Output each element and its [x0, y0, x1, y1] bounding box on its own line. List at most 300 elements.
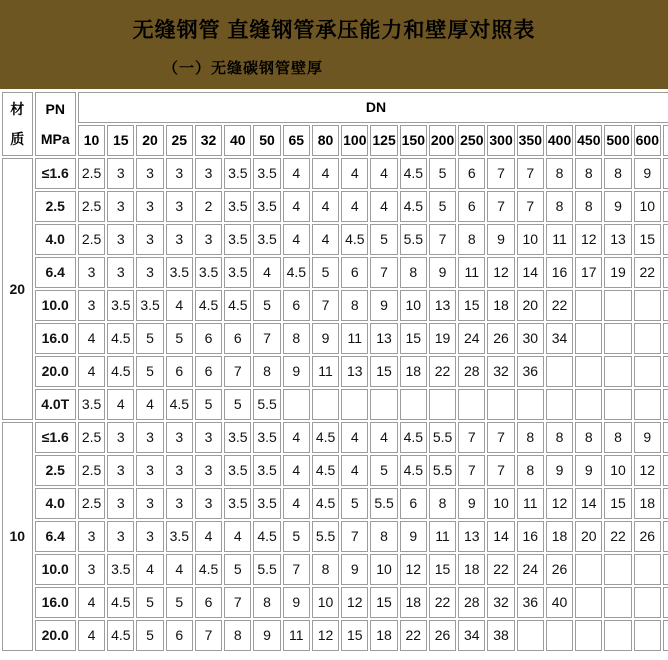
value-cell: 13: [604, 224, 631, 255]
value-cell: [458, 389, 485, 420]
value-cell: 4.5: [107, 620, 134, 651]
value-cell: 12: [487, 257, 514, 288]
value-cell: 2: [195, 191, 222, 222]
value-cell: 3: [166, 224, 193, 255]
value-cell: 8: [604, 158, 631, 189]
value-cell: 6: [166, 356, 193, 387]
dn-size-header: 40: [224, 125, 251, 156]
value-cell: 4: [78, 587, 105, 618]
value-cell: 3: [136, 455, 163, 486]
value-cell: 3: [195, 224, 222, 255]
dn-size-header: 15: [107, 125, 134, 156]
value-cell: 3: [107, 455, 134, 486]
value-cell: 4: [283, 158, 310, 189]
value-cell: 4: [78, 323, 105, 354]
value-cell: 8: [604, 422, 631, 453]
value-cell: 5: [283, 521, 310, 552]
dn-header-cell: DN: [78, 92, 668, 123]
value-cell: [487, 389, 514, 420]
dn-size-header: 150: [400, 125, 427, 156]
value-cell: 9: [253, 620, 280, 651]
dn-size-header: 250: [458, 125, 485, 156]
value-cell: 13: [429, 290, 456, 321]
value-cell: [370, 389, 397, 420]
value-cell: 7: [458, 422, 485, 453]
value-cell: 3.5: [166, 521, 193, 552]
value-cell: [575, 620, 602, 651]
value-cell: 3: [107, 191, 134, 222]
value-cell: 22: [634, 257, 661, 288]
table-row: [2, 521, 668, 552]
value-cell: 11: [341, 323, 368, 354]
value-cell: 4.5: [400, 422, 427, 453]
value-cell: 3: [107, 257, 134, 288]
value-cell: 10: [400, 290, 427, 321]
value-cell: 13: [458, 521, 485, 552]
value-cell: 4.5: [253, 521, 280, 552]
value-cell: 10: [370, 554, 397, 585]
value-cell: 10: [487, 488, 514, 519]
value-cell: [517, 620, 544, 651]
value-cell: 9: [429, 257, 456, 288]
value-cell: 12: [341, 587, 368, 618]
value-cell: 19: [429, 323, 456, 354]
value-cell: 6: [458, 158, 485, 189]
value-cell: [634, 587, 661, 618]
value-cell: 8: [575, 422, 602, 453]
value-cell: 4.5: [195, 290, 222, 321]
value-cell: 3.5: [253, 224, 280, 255]
value-cell: 3.5: [78, 389, 105, 420]
value-cell: 4.5: [107, 587, 134, 618]
value-cell: 8: [575, 158, 602, 189]
value-cell: 5: [341, 488, 368, 519]
value-cell: 3.5: [224, 158, 251, 189]
value-cell: 4: [283, 455, 310, 486]
value-cell: 14: [517, 257, 544, 288]
value-cell: 5: [224, 554, 251, 585]
dn-size-header: 600: [634, 125, 661, 156]
value-cell: 30: [517, 323, 544, 354]
value-cell-cut: [663, 587, 668, 618]
value-cell: 9: [312, 323, 339, 354]
value-cell: 22: [487, 554, 514, 585]
value-cell: 10: [604, 455, 631, 486]
value-cell-cut: [663, 455, 668, 486]
value-cell: 7: [458, 455, 485, 486]
value-cell: 4: [370, 191, 397, 222]
value-cell: 4: [136, 554, 163, 585]
value-cell: 6: [283, 290, 310, 321]
value-cell: 4.5: [195, 554, 222, 585]
material-cell: 20: [2, 158, 33, 420]
pn-cell: 6.4: [35, 257, 76, 288]
value-cell: 8: [253, 356, 280, 387]
value-cell: [634, 323, 661, 354]
value-cell: 4.5: [312, 488, 339, 519]
value-cell: 4.5: [400, 455, 427, 486]
value-cell: 10: [634, 191, 661, 222]
value-cell: [604, 323, 631, 354]
table-row: [2, 191, 668, 222]
value-cell: 34: [458, 620, 485, 651]
value-cell: 24: [517, 554, 544, 585]
value-cell: [634, 554, 661, 585]
value-cell: [575, 323, 602, 354]
value-cell: 14: [487, 521, 514, 552]
value-cell: 11: [312, 356, 339, 387]
value-cell-cut: [663, 356, 668, 387]
value-cell: 5.5: [370, 488, 397, 519]
value-cell: 4: [78, 620, 105, 651]
value-cell: 9: [283, 356, 310, 387]
table-row: [2, 488, 668, 519]
value-cell: 34: [546, 323, 573, 354]
table-body: [2, 158, 668, 651]
value-cell: 11: [458, 257, 485, 288]
dn-size-header-cut: [663, 125, 668, 156]
value-cell: 7: [429, 224, 456, 255]
value-cell: 5: [166, 587, 193, 618]
value-cell: 5.5: [429, 455, 456, 486]
value-cell: 6: [341, 257, 368, 288]
value-cell: 8: [575, 191, 602, 222]
page-title: 无缝钢管 直缝钢管承压能力和壁厚对照表: [132, 19, 536, 42]
value-cell: 32: [487, 356, 514, 387]
value-cell: 5: [253, 290, 280, 321]
value-cell: 15: [400, 323, 427, 354]
value-cell: 2.5: [78, 224, 105, 255]
value-cell: 8: [517, 422, 544, 453]
value-cell: 7: [224, 587, 251, 618]
value-cell: 7: [224, 356, 251, 387]
value-cell: [341, 389, 368, 420]
value-cell: 18: [546, 521, 573, 552]
value-cell: 18: [370, 620, 397, 651]
table-row: [2, 224, 668, 255]
value-cell: 26: [487, 323, 514, 354]
pn-cell: 2.5: [35, 191, 76, 222]
dn-size-header: 20: [136, 125, 163, 156]
value-cell: [634, 290, 661, 321]
value-cell: 3.5: [107, 554, 134, 585]
value-cell: 3.5: [224, 488, 251, 519]
value-cell-cut: [663, 290, 668, 321]
value-cell: 7: [517, 191, 544, 222]
value-cell: 3.5: [253, 455, 280, 486]
pn-cell: 4.0T: [35, 389, 76, 420]
value-cell: [546, 620, 573, 651]
value-cell: 8: [253, 587, 280, 618]
value-cell: 9: [341, 554, 368, 585]
table-row: [2, 587, 668, 618]
dn-size-header: 300: [487, 125, 514, 156]
value-cell: 6: [458, 191, 485, 222]
value-cell: 4.5: [400, 158, 427, 189]
value-cell: 4: [341, 455, 368, 486]
value-cell-cut: [663, 488, 668, 519]
material-cell: 10: [2, 422, 33, 651]
value-cell: 3: [166, 158, 193, 189]
pn-cell: ≤1.6: [35, 422, 76, 453]
value-cell: 6: [166, 620, 193, 651]
value-cell: [575, 290, 602, 321]
value-cell: 18: [458, 554, 485, 585]
pn-cell: 4.0: [35, 224, 76, 255]
value-cell: 4: [341, 191, 368, 222]
value-cell: 6: [224, 323, 251, 354]
value-cell: 14: [575, 488, 602, 519]
value-cell: 10: [312, 587, 339, 618]
pn-cell: 10.0: [35, 290, 76, 321]
dn-size-header: 500: [604, 125, 631, 156]
value-cell: [429, 389, 456, 420]
value-cell: 13: [370, 323, 397, 354]
value-cell: 11: [546, 224, 573, 255]
value-cell: 3.5: [253, 191, 280, 222]
value-cell-cut: [663, 521, 668, 552]
value-cell: 3: [107, 521, 134, 552]
value-cell: 7: [487, 191, 514, 222]
value-cell: 5: [429, 158, 456, 189]
value-cell: 4: [312, 224, 339, 255]
value-cell: [575, 554, 602, 585]
value-cell: 8: [517, 455, 544, 486]
value-cell: 22: [604, 521, 631, 552]
value-cell: 5: [429, 191, 456, 222]
value-cell: 2.5: [78, 422, 105, 453]
value-cell: 7: [487, 422, 514, 453]
dn-size-header-row: [2, 125, 668, 156]
value-cell: 17: [575, 257, 602, 288]
title-banner: [0, 0, 668, 89]
value-cell: 16: [517, 521, 544, 552]
value-cell: [604, 554, 631, 585]
value-cell: 6: [400, 488, 427, 519]
value-cell: 18: [400, 356, 427, 387]
value-cell: 12: [312, 620, 339, 651]
value-cell: 26: [429, 620, 456, 651]
value-cell: 8: [458, 224, 485, 255]
value-cell: 2.5: [78, 488, 105, 519]
value-cell: 4.5: [224, 290, 251, 321]
value-cell: 4: [283, 488, 310, 519]
value-cell: 4: [283, 422, 310, 453]
value-cell: [604, 356, 631, 387]
value-cell: 3: [166, 422, 193, 453]
value-cell-cut: [663, 620, 668, 651]
value-cell-cut: [663, 422, 668, 453]
value-cell: 5: [195, 389, 222, 420]
value-cell: [634, 389, 661, 420]
table-row: [2, 257, 668, 288]
pn-cell: 6.4: [35, 521, 76, 552]
value-cell: 15: [634, 224, 661, 255]
table-row: [2, 158, 668, 189]
value-cell: 7: [312, 290, 339, 321]
value-cell: 5.5: [429, 422, 456, 453]
dn-size-header: 450: [575, 125, 602, 156]
value-cell: 4.5: [312, 422, 339, 453]
value-cell: [546, 389, 573, 420]
value-cell: [517, 389, 544, 420]
value-cell: 5: [136, 323, 163, 354]
value-cell: [604, 290, 631, 321]
value-cell: 22: [429, 356, 456, 387]
value-cell: 7: [283, 554, 310, 585]
value-cell: 3.5: [166, 257, 193, 288]
value-cell: 11: [283, 620, 310, 651]
value-cell: 15: [341, 620, 368, 651]
value-cell: 3: [107, 158, 134, 189]
value-cell: 15: [370, 587, 397, 618]
value-cell: 18: [634, 488, 661, 519]
value-cell: 4.5: [341, 224, 368, 255]
value-cell: 4.5: [166, 389, 193, 420]
value-cell: 16: [546, 257, 573, 288]
value-cell: 4: [370, 158, 397, 189]
pn-cell: 20.0: [35, 356, 76, 387]
value-cell: 3.5: [136, 290, 163, 321]
value-cell: 3.5: [253, 158, 280, 189]
value-cell: 4: [312, 158, 339, 189]
value-cell: 8: [224, 620, 251, 651]
value-cell: [546, 356, 573, 387]
value-cell: 11: [517, 488, 544, 519]
value-cell: 7: [487, 455, 514, 486]
value-cell: 24: [458, 323, 485, 354]
value-cell: 7: [517, 158, 544, 189]
value-cell: 5: [370, 455, 397, 486]
material-header-line1: 材: [10, 101, 25, 117]
value-cell: 3: [107, 488, 134, 519]
pn-cell: 20.0: [35, 620, 76, 651]
value-cell: 3.5: [224, 224, 251, 255]
value-cell: 8: [370, 521, 397, 552]
value-cell: 4: [283, 191, 310, 222]
dn-size-header: 400: [546, 125, 573, 156]
value-cell: 12: [634, 455, 661, 486]
value-cell: 5: [166, 323, 193, 354]
value-cell: 3.5: [224, 422, 251, 453]
value-cell: 3: [136, 158, 163, 189]
value-cell: 22: [400, 620, 427, 651]
value-cell: 3: [195, 455, 222, 486]
value-cell: 5: [224, 389, 251, 420]
value-cell: 3: [136, 422, 163, 453]
header-row-1: [2, 92, 668, 123]
value-cell: 5.5: [400, 224, 427, 255]
value-cell: 7: [195, 620, 222, 651]
table-row: [2, 323, 668, 354]
value-cell: 8: [400, 257, 427, 288]
table-row: [2, 554, 668, 585]
value-cell: 8: [312, 554, 339, 585]
value-cell-cut: [663, 158, 668, 189]
pn-header-line1: PN: [45, 101, 65, 117]
pn-cell: 16.0: [35, 323, 76, 354]
value-cell: 13: [341, 356, 368, 387]
value-cell: 2.5: [78, 191, 105, 222]
value-cell-cut: [663, 323, 668, 354]
value-cell: 5: [136, 356, 163, 387]
value-cell: 36: [517, 587, 544, 618]
value-cell: [283, 389, 310, 420]
value-cell: 4: [107, 389, 134, 420]
value-cell: 9: [370, 290, 397, 321]
value-cell: 3: [107, 224, 134, 255]
table-row: [2, 455, 668, 486]
value-cell: 7: [370, 257, 397, 288]
value-cell: 4.5: [283, 257, 310, 288]
value-cell: 5: [312, 257, 339, 288]
value-cell: 4: [166, 290, 193, 321]
value-cell: 5: [136, 587, 163, 618]
value-cell: 3: [78, 554, 105, 585]
value-cell: 3: [195, 488, 222, 519]
value-cell: 4: [283, 224, 310, 255]
value-cell: [312, 389, 339, 420]
value-cell: 6: [195, 356, 222, 387]
value-cell: 4: [312, 191, 339, 222]
value-cell-cut: [663, 191, 668, 222]
value-cell: 5: [370, 224, 397, 255]
value-cell: 4: [166, 554, 193, 585]
value-cell: 3.5: [224, 191, 251, 222]
value-cell: 3.5: [253, 422, 280, 453]
value-cell-cut: [663, 389, 668, 420]
dn-size-header: 350: [517, 125, 544, 156]
value-cell: 3: [78, 521, 105, 552]
pn-cell: 2.5: [35, 455, 76, 486]
value-cell: 3.5: [195, 257, 222, 288]
value-cell: 4.5: [312, 455, 339, 486]
value-cell: 18: [400, 587, 427, 618]
value-cell: 4: [195, 521, 222, 552]
dn-size-header: 32: [195, 125, 222, 156]
pipe-wall-thickness-table: [0, 90, 668, 653]
value-cell: 3: [136, 224, 163, 255]
dn-size-header: 80: [312, 125, 339, 156]
value-cell: 3: [166, 191, 193, 222]
value-cell: 3.5: [107, 290, 134, 321]
dn-size-header: 200: [429, 125, 456, 156]
value-cell: 8: [546, 422, 573, 453]
value-cell: [634, 356, 661, 387]
value-cell: 4.5: [400, 191, 427, 222]
value-cell: [400, 389, 427, 420]
value-cell: 3: [166, 488, 193, 519]
value-cell: 9: [283, 587, 310, 618]
value-cell: 12: [546, 488, 573, 519]
material-header-cell: [2, 92, 33, 156]
value-cell: 26: [634, 521, 661, 552]
value-cell: 8: [546, 191, 573, 222]
value-cell: 3: [195, 422, 222, 453]
value-cell: 3: [136, 191, 163, 222]
value-cell: 11: [429, 521, 456, 552]
pn-cell: ≤1.6: [35, 158, 76, 189]
value-cell: 5.5: [253, 554, 280, 585]
value-cell: 5: [136, 620, 163, 651]
value-cell: [604, 620, 631, 651]
value-cell: 8: [546, 158, 573, 189]
value-cell: 12: [575, 224, 602, 255]
value-cell: [634, 620, 661, 651]
value-cell: 3: [107, 422, 134, 453]
value-cell: 7: [487, 158, 514, 189]
value-cell: 20: [575, 521, 602, 552]
